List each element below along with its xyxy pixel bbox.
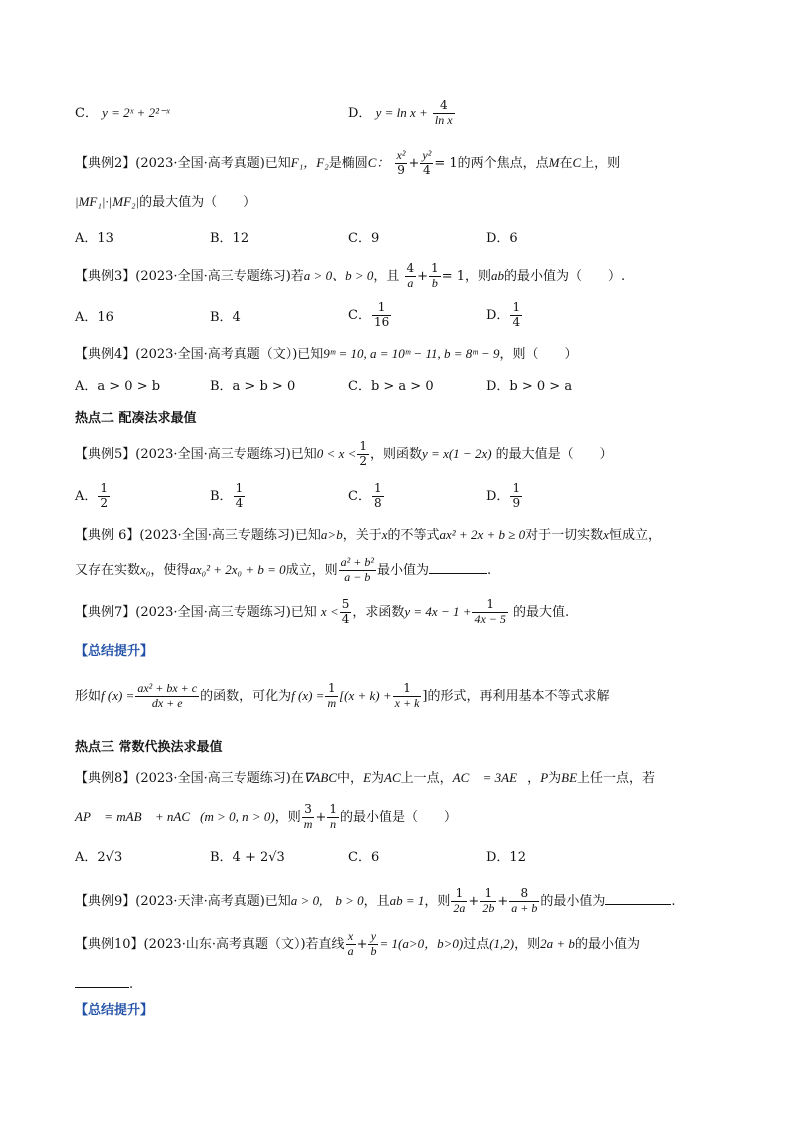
example-5-option-b: B． $\frac{1}{4}$ xyxy=(210,481,244,510)
example-8-line1: 【典例8】(2023·全国·高三专题练习)在∇ABC中，E为AC上一点，AC⃗ = 3AE⃗，P为BE上任一点，若 xyxy=(75,770,656,786)
section-heading-hot3: 热点三 常数代换法求最值 xyxy=(75,740,223,755)
example-2-option-a: A．13 xyxy=(75,231,114,246)
section-heading-hot2: 热点二 配凑法求最值 xyxy=(75,411,197,426)
example-6-line1: 【典例 6】(2023·全国·高三专题练习)已知a>b，关于x的不等式ax² + 2x + b ≥ 0对于一切实数x恒成立， xyxy=(75,527,661,543)
example-8-option-b: B．4 + 2√3 xyxy=(210,850,285,865)
example-5-option-a: A． $\frac{1}{2}$ xyxy=(75,481,109,510)
example-3-option-c: C． $\frac{1}{16}$ xyxy=(348,300,390,329)
example-5-option-d: D． $\frac{1}{9}$ xyxy=(486,481,521,510)
example-4-line: 【典例4】(2023·全国·高考真题（文）)已知9ᵐ = 10, a = 10ᵐ − 11, b = 8ᵐ − 9，则（ ） xyxy=(75,346,578,362)
example-4-option-a: A．a > 0 > b xyxy=(75,379,161,394)
example-3-option-d: D． $\frac{1}{4}$ xyxy=(486,300,521,329)
example-2-line1: 【典例2】(2023·全国·高考真题)已知F₁，F₂是椭圆C： $\frac{\text{x²}}{9}$ + $\frac{\text{y²}}{4}$ = 1的两个焦点，点M在C上，则 xyxy=(75,148,621,177)
example-10-line1: 【典例10】(2023·山东·高考真题（文）)若直线 $\frac{x}{a}$ + $\frac{y}{b}$ = 1(a>0，b>0)过点(1,2)，则2a + b的最小值为 xyxy=(75,929,640,958)
summary-label-2: 【总结提升】 xyxy=(75,1003,154,1018)
summary-label-1: 【总结提升】 xyxy=(75,644,154,659)
example-2-line2: |MF₁|·|MF₂|的最大值为（ ） xyxy=(75,194,257,210)
example-9-line: 【典例9】(2023·天津·高考真题)已知a > 0, b > 0，且ab = 1，则 $\frac{1}{2a}$ + $\frac{1}{2b}$ + $\frac{8}{a + b}$ 的最小值为 . xyxy=(75,886,676,915)
example-8-option-d: D．12 xyxy=(486,850,526,865)
example-8-option-a: A．2√3 xyxy=(75,850,123,865)
example-2-option-d: D．6 xyxy=(486,231,518,246)
example-8-option-c: C．6 xyxy=(348,850,380,865)
example-5-option-c: C． $\frac{1}{8}$ xyxy=(348,481,382,510)
answer-blank[interactable] xyxy=(75,975,129,988)
example-6-line2: 又存在实数x₀，使得ax₀² + 2x₀ + b = 0成立，则 $\frac{\text{a² + b²}}{a - b}$ 最小值为 . xyxy=(75,555,492,584)
example-2-option-c: C．9 xyxy=(348,231,380,246)
example-3-option-a: A．16 xyxy=(75,310,114,325)
answer-blank[interactable] xyxy=(605,892,671,905)
option-d-row0: D． y = ln x + $\frac{4}{\text{ln x}}$ xyxy=(348,98,453,127)
summary-1-line: 形如f (x) = $\frac{\text{ax² + bx + c}}{dx + e}$ 的函数，可化为f (x) = $\frac{1}{m}$ [(x + k) + $\frac{1}{x + k}$ ]的形式，再利用基本不等式求解 xyxy=(75,681,610,710)
example-3-line: 【典例3】(2023·全国·高三专题练习)若a > 0、b > 0，且 $\frac{4}{a}$ + $\frac{1}{b}$ = 1，则ab的最小值为（ ）. xyxy=(75,261,626,290)
example-7-line: 【典例7】(2023·全国·高三专题练习)已知 x < $\frac{5}{4}$ ，求函数y = 4x − 1 + $\frac{1}{4x - 5}$ 的最大值. xyxy=(75,597,570,626)
example-2-option-b: B．12 xyxy=(210,231,250,246)
answer-blank[interactable] xyxy=(429,561,487,574)
example-3-option-b: B．4 xyxy=(210,310,241,325)
example-4-option-b: B．a > b > 0 xyxy=(210,379,296,394)
example-5-line: 【典例5】(2023·全国·高三专题练习)已知0 < x < $\frac{1}{2}$ ，则函数y = x(1 − 2x) 的最大值是（ ） xyxy=(75,439,613,468)
example-4-option-c: C．b > a > 0 xyxy=(348,379,434,394)
example-4-option-d: D．b > 0 > a xyxy=(486,379,573,394)
example-10-line2: . xyxy=(75,975,133,991)
option-c-row0: C． y = 2ˣ + 2²⁻ˣ xyxy=(75,105,170,121)
example-8-line2: AP⃗ = mAB⃗ + nAC⃗(m > 0, n > 0)，则 $\frac{3}{m}$ + $\frac{1}{n}$ 的最小值是（ ） xyxy=(75,802,457,831)
